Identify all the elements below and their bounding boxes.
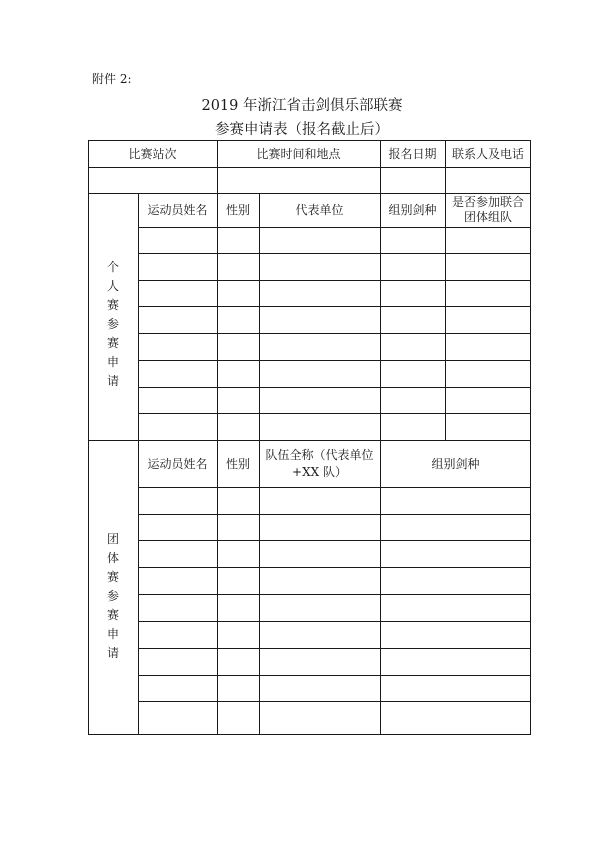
individual-col-name: 运动员姓名: [147, 203, 208, 217]
header-time-place: 比赛时间和地点: [256, 146, 341, 161]
col-divider: [259, 193, 260, 440]
header-contact: 联系人及电话: [451, 146, 524, 161]
col-divider: [380, 193, 381, 440]
table-row: [138, 360, 531, 361]
table-row: [138, 514, 531, 515]
col-divider: [259, 440, 260, 735]
individual-side-label: 个人赛参赛申请: [106, 260, 119, 388]
table-row: [138, 413, 531, 414]
individual-col-gender: 性别: [225, 203, 250, 217]
col-divider: [217, 193, 218, 440]
table-row: [138, 333, 531, 334]
team-side-label: 团体赛参赛申请: [106, 532, 119, 660]
table-row: [138, 227, 531, 228]
table-row: [138, 487, 531, 488]
individual-col-team: 是否参加联合团体组队: [451, 195, 524, 224]
table-row: [138, 648, 531, 649]
form-subtitle: 参赛申请表（报名截止后）: [215, 122, 389, 138]
table-row: [138, 253, 531, 254]
individual-col-unit: 代表单位: [295, 203, 344, 217]
header-station: 比赛站次: [128, 146, 177, 161]
table-row: [138, 280, 531, 281]
table-border: [88, 140, 531, 735]
attachment-label: 附件 2:: [92, 72, 132, 86]
team-col-name: 运动员姓名: [147, 456, 208, 471]
table-row: [138, 701, 531, 702]
team-col-team-name: 队伍全称（代表单位+XX 队）: [265, 447, 374, 479]
form-title: 2019 年浙江省击剑俱乐部联赛: [201, 98, 403, 114]
team-col-gender: 性别: [225, 456, 250, 471]
table-row: [138, 306, 531, 307]
col-divider: [445, 193, 446, 440]
table-row: [138, 675, 531, 676]
individual-col-group: 组别剑种: [388, 203, 437, 217]
header-reg-date: 报名日期: [388, 146, 437, 161]
row-divider: [88, 167, 531, 168]
team-col-group: 组别剑种: [431, 456, 480, 471]
table-row: [138, 567, 531, 568]
table-row: [138, 387, 531, 388]
table-row: [138, 594, 531, 595]
table-row: [138, 540, 531, 541]
table-row: [138, 621, 531, 622]
